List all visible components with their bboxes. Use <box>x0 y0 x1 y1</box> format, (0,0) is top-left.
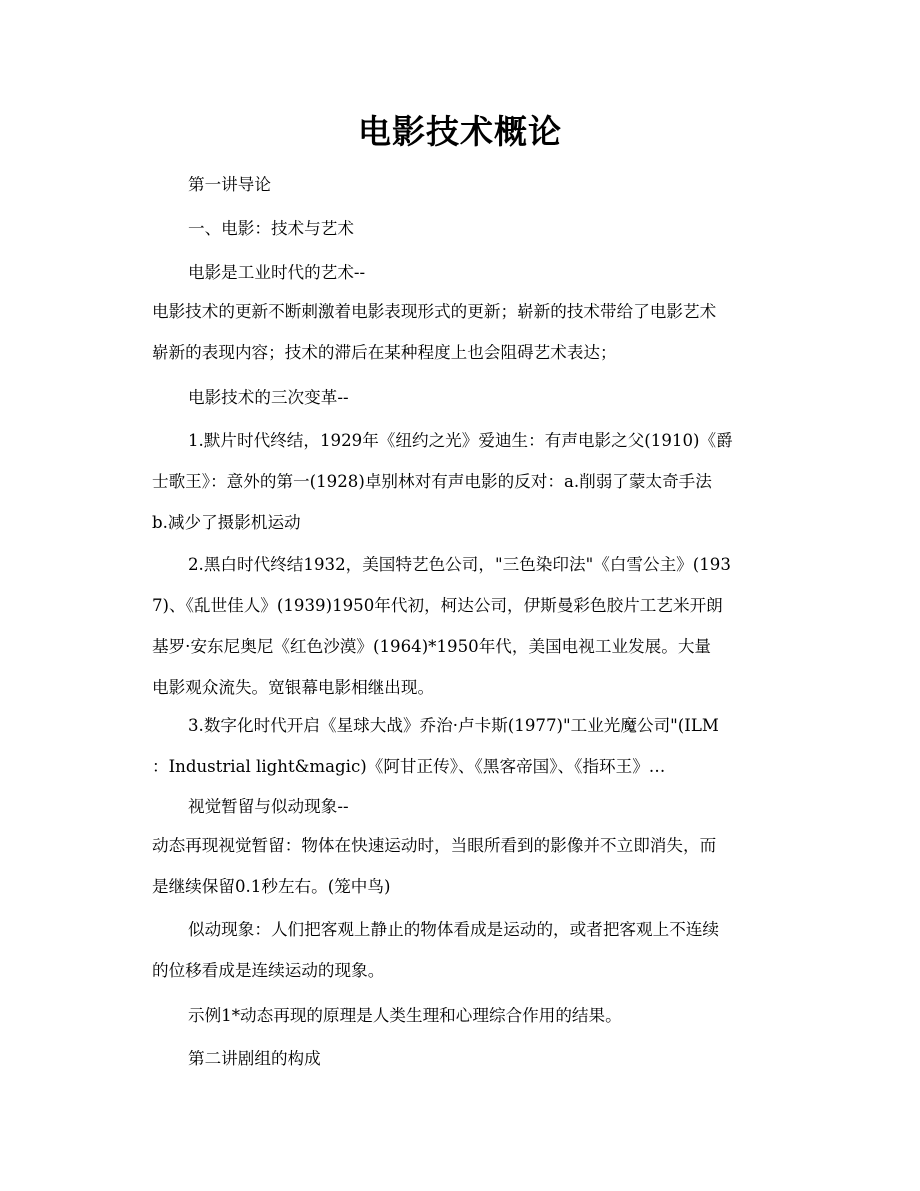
paragraph-lecture-1-heading <box>152 164 774 205</box>
text-line: 2.黑白时代终结1932，美国特艺色公司，"三色染印法"《白雪公主》(193 <box>188 555 731 574</box>
text-line: 是继续保留0.1秒左右。(笼中鸟) <box>152 877 391 896</box>
text-line: b.减少了摄影机运动 <box>152 513 301 532</box>
paragraph-three-revolutions-heading <box>152 377 774 418</box>
paragraph-black-white-era <box>152 544 774 708</box>
paragraph-lecture-2-heading <box>152 1038 774 1079</box>
text-line: 电影观众流失。宽银幕电影相继出现。 <box>152 678 435 697</box>
paragraph-example-1 <box>152 995 774 1036</box>
text-line: 7)、《乱世佳人》(1939)1950年代初，柯达公司，伊斯曼彩色胶片工艺米开朗 <box>152 596 723 615</box>
text-line: 似动现象：人们把客观上静止的物体看成是运动的，或者把客观上不连续 <box>188 920 719 939</box>
text-line: 示例1*动态再现的原理是人类生理和心理综合作用的结果。 <box>188 1006 622 1025</box>
text-line: 1.默片时代终结，1929年《纽约之光》爱迪生：有声电影之父(1910)《爵 <box>188 431 733 450</box>
text-line: 电影是工业时代的艺术-- <box>188 263 366 282</box>
text-line: ：Industrial light&magic)《阿甘正传》、《黑客帝国》、《指环王》… <box>152 757 666 776</box>
text-line: 一、电影：技术与艺术 <box>188 219 354 238</box>
text-line: 第二讲剧组的构成 <box>188 1049 321 1068</box>
paragraph-persistence-heading <box>152 786 774 827</box>
paragraph-persistence-of-vision <box>152 825 774 907</box>
document-title: 电影技术概论 <box>358 112 562 151</box>
text-line: 第一讲导论 <box>188 175 271 194</box>
text-line: 的位移看成是连续运动的现象。 <box>152 961 385 980</box>
paragraph-apparent-motion <box>152 909 774 991</box>
text-line: 视觉暂留与似动现象-- <box>188 797 349 816</box>
text-line: 电影技术的更新不断刺激着电影表现形式的更新；崭新的技术带给了电影艺术 <box>152 302 717 321</box>
text-line: 3.数字化时代开启《星球大战》乔治·卢卡斯(1977)"工业光魔公司"(ILM <box>188 716 719 735</box>
paragraph-digital-era <box>152 705 774 787</box>
text-line: 动态再现视觉暂留：物体在快速运动时，当眼所看到的影像并不立即消失，而 <box>152 836 717 855</box>
paragraph-section-heading <box>152 208 774 249</box>
text-line: 崭新的表现内容；技术的滞后在某种程度上也会阻碍艺术表达； <box>152 343 617 362</box>
paragraph-tech-update <box>152 291 774 373</box>
text-line: 电影技术的三次变革-- <box>188 388 349 407</box>
paragraph-industrial-art <box>152 252 774 293</box>
text-line: 基罗·安东尼奥尼《红色沙漠》(1964)*1950年代，美国电视工业发展。大量 <box>152 637 712 656</box>
paragraph-silent-era <box>152 420 774 543</box>
text-line: 士歌王》：意外的第一(1928)卓别林对有声电影的反对：a.削弱了蒙太奇手法 <box>152 472 712 491</box>
